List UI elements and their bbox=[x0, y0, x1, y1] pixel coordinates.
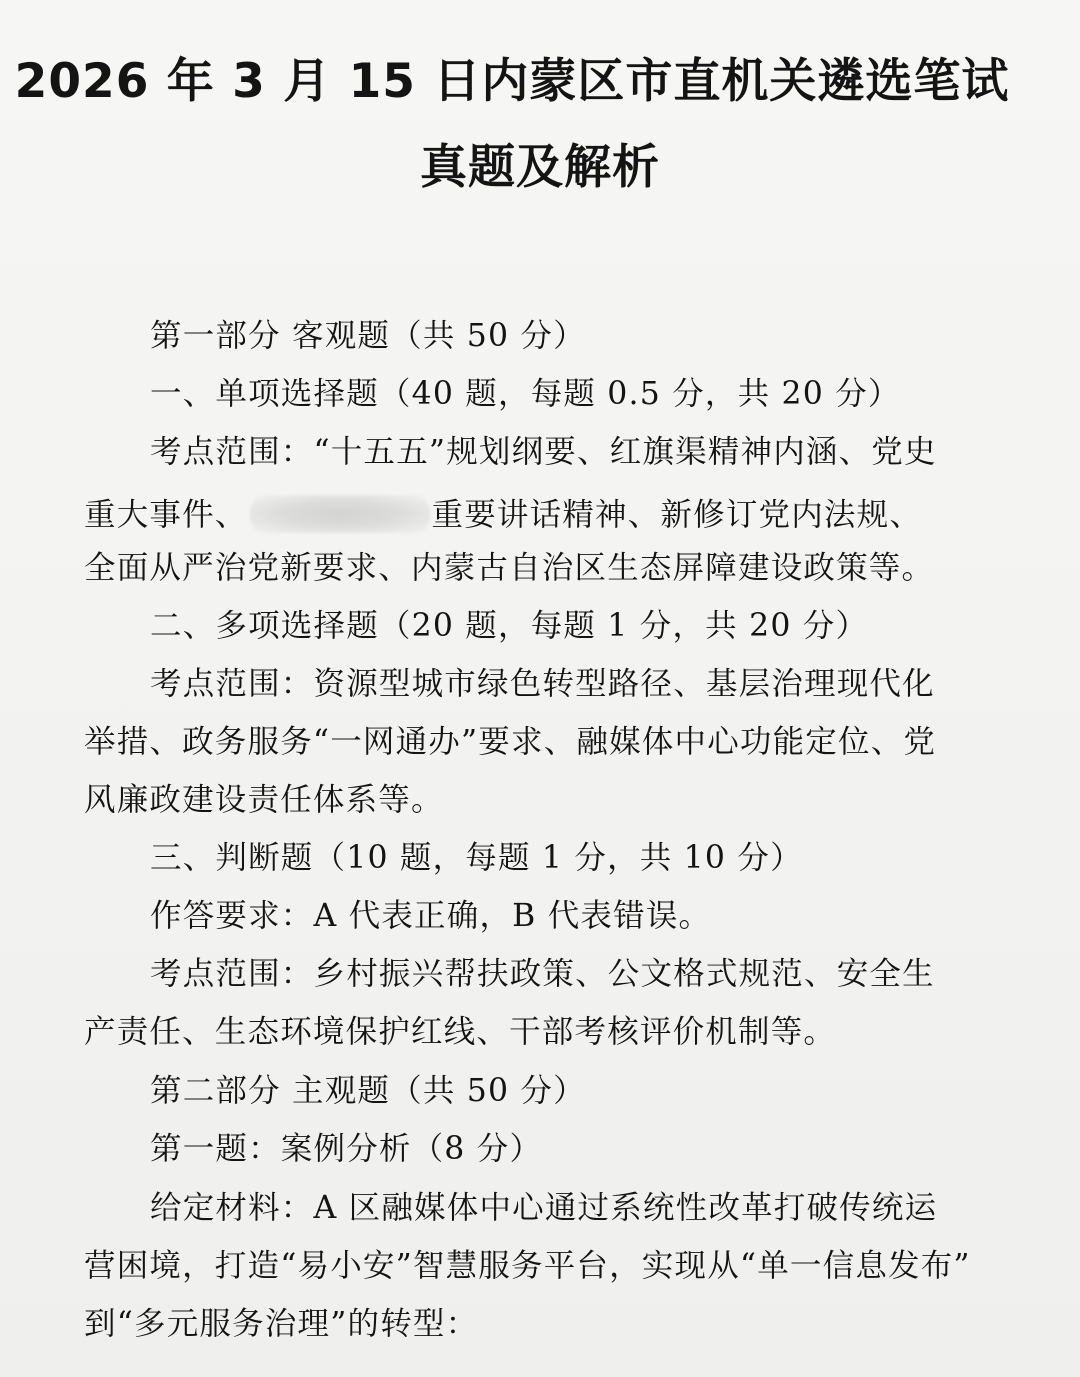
multiple-choice-scope-line3: 风廉政建设责任体系等。 bbox=[84, 782, 444, 818]
single-choice-scope-line2-post: 重要讲话精神、新修订党内法规、 bbox=[431, 497, 923, 533]
redacted-blur bbox=[250, 495, 430, 533]
judgment-scope-line2: 产责任、生态环境保护红线、干部考核评价机制等。 bbox=[84, 1014, 837, 1050]
document-title-line2: 真题及解析 bbox=[420, 140, 660, 195]
single-choice-scope-line3: 全面从严治党新要求、内蒙古自治区生态屏障建设政策等。 bbox=[84, 550, 935, 586]
question1-material-line1: 给定材料：A 区融媒体中心通过系统性改革打破传统运 bbox=[150, 1190, 938, 1226]
single-choice-scope-line2-pre: 重大事件、 bbox=[84, 497, 248, 533]
judgment-scope-line1: 考点范围：乡村振兴帮扶政策、公文格式规范、安全生 bbox=[150, 956, 935, 992]
part1-heading: 第一部分 客观题（共 50 分） bbox=[150, 318, 586, 354]
single-choice-scope-line2 bbox=[84, 495, 954, 533]
single-choice-heading: 一、单项选择题（40 题，每题 0.5 分，共 20 分） bbox=[150, 376, 901, 412]
judgment-heading: 三、判断题（10 题，每题 1 分，共 10 分） bbox=[150, 840, 803, 876]
document-title-line1: 2026 年 3 月 15 日内蒙区市直机关遴选笔试 bbox=[14, 54, 1010, 109]
part2-heading: 第二部分 主观题（共 50 分） bbox=[150, 1073, 586, 1109]
judgment-requirement: 作答要求：A 代表正确，B 代表错误。 bbox=[150, 898, 712, 934]
question1-material-line3: 到“多元服务治理”的转型： bbox=[84, 1306, 479, 1342]
multiple-choice-scope-line1: 考点范围：资源型城市绿色转型路径、基层治理现代化 bbox=[150, 666, 935, 702]
question1-material-line2: 营困境，打造“易小安”智慧服务平台，实现从“单一信息发布” bbox=[84, 1248, 971, 1284]
single-choice-scope-line1: 考点范围：“十五五”规划纲要、红旗渠精神内涵、党史 bbox=[150, 434, 937, 470]
question1-heading: 第一题：案例分析（8 分） bbox=[150, 1131, 543, 1167]
multiple-choice-heading: 二、多项选择题（20 题，每题 1 分，共 20 分） bbox=[150, 608, 869, 644]
multiple-choice-scope-line2: 举措、政务服务“一网通办”要求、融媒体中心功能定位、党 bbox=[84, 724, 937, 760]
